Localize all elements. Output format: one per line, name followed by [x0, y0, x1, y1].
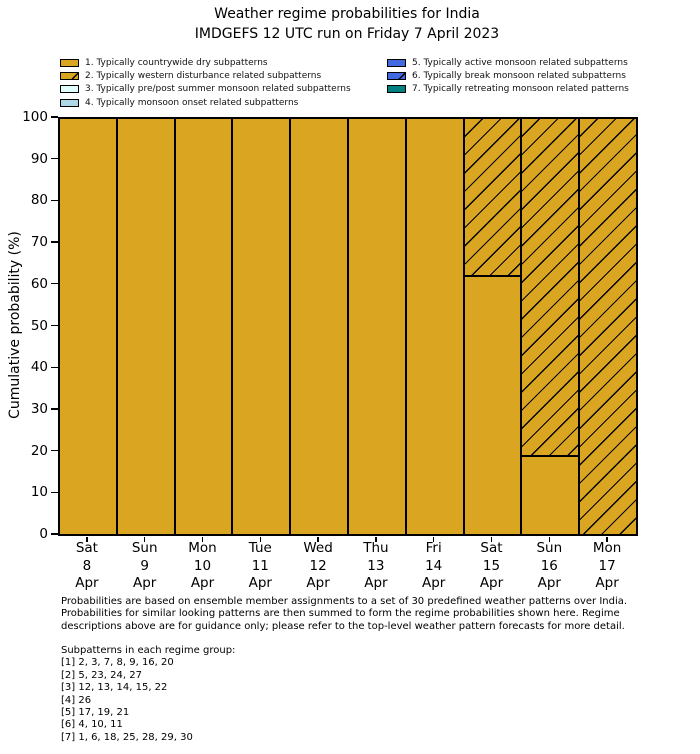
bar-segment — [175, 118, 232, 535]
x-tick-label-line: Sun — [131, 540, 158, 556]
legend-column-left — [60, 56, 351, 110]
legend-item-label: 6. Typically break monsoon related subpatterns — [412, 71, 626, 82]
subpatterns-list — [61, 645, 235, 744]
y-tick-label: 80 — [30, 192, 48, 209]
x-tick-label-line: 15 — [482, 557, 501, 574]
x-tick-label-line: Mon — [188, 540, 217, 556]
x-tick-label-line: Wed — [303, 540, 333, 556]
legend-item — [60, 69, 351, 82]
x-tick-label — [520, 540, 578, 593]
x-tick-label — [289, 540, 347, 593]
x-tick-label-line: Sat — [480, 540, 503, 556]
x-tick-label-line: Apr — [364, 575, 388, 591]
subpatterns-lines — [61, 657, 235, 744]
x-tick-label-line: 11 — [251, 557, 269, 574]
x-tick-label — [347, 540, 405, 593]
chart-title-line2: IMDGEFS 12 UTC run on Friday 7 April 2023 — [194, 26, 500, 42]
x-tick-label-line: 14 — [425, 557, 443, 574]
x-tick-label-line: Apr — [422, 575, 446, 591]
y-tick-mark — [51, 158, 58, 159]
x-tick-label-line: Apr — [133, 575, 157, 591]
bar-segment — [117, 118, 175, 535]
bar-segment — [579, 118, 637, 535]
x-tick-label-line: Mon — [592, 540, 622, 556]
legend-item-label: 3. Typically pre/post summer monsoon related subpatterns — [85, 84, 351, 95]
bar-segment — [348, 118, 406, 535]
bar-segment — [464, 276, 521, 535]
y-tick-label: 90 — [30, 150, 48, 167]
x-tick-label — [116, 540, 174, 593]
footnote-line: descriptions above are for guidance only; please refer to the top-level weather pattern forecasts for more detail. — [61, 620, 625, 632]
y-tick-mark — [51, 533, 58, 534]
subpattern-line: [2] 5, 23, 24, 27 — [61, 669, 142, 681]
legend-item-label: 4. Typically monsoon onset related subpatterns — [85, 97, 299, 108]
bar-segment — [232, 118, 290, 535]
subpattern-line: [4] 26 — [61, 694, 92, 706]
x-tick-label-line: Apr — [190, 575, 215, 591]
legend-item-label: 7. Typically retreating monsoon related patterns — [412, 84, 629, 95]
y-tick-label: 20 — [30, 442, 48, 459]
footnote-line: Probabilities are based on ensemble member assignments to a set of 30 predefined weather patterns over India. — [61, 596, 628, 607]
legend-item — [387, 56, 629, 69]
x-tick-label — [463, 540, 521, 593]
y-tick-mark — [51, 325, 58, 326]
legend-column-right — [387, 56, 629, 96]
y-tick-mark — [51, 283, 58, 284]
x-tick-label-line: Apr — [479, 575, 504, 591]
legend-swatch — [60, 85, 79, 93]
y-tick-mark — [51, 408, 58, 409]
legend-item — [60, 56, 351, 69]
legend-swatch — [60, 59, 79, 67]
bar-segment — [59, 118, 117, 535]
x-tick-label — [174, 540, 232, 593]
x-tick-label-line: 16 — [540, 557, 558, 574]
bar-segment — [406, 118, 464, 535]
x-tick-label-line: 9 — [140, 557, 149, 574]
y-tick-label: 40 — [30, 359, 48, 376]
y-tick-mark — [51, 116, 58, 117]
bar-segment — [464, 118, 521, 276]
y-tick-mark — [51, 492, 58, 493]
x-tick-label — [231, 540, 289, 593]
x-tick-label-line: Thu — [363, 540, 389, 556]
x-tick-label-line: Apr — [537, 575, 561, 591]
x-tick-label-line: Sun — [536, 540, 563, 556]
x-tick-label-line: Tue — [248, 540, 272, 556]
y-tick-mark — [51, 241, 58, 242]
plot-area — [58, 117, 638, 536]
subpattern-line: [3] 12, 13, 14, 15, 22 — [61, 682, 168, 694]
x-tick-label — [578, 540, 636, 593]
legend-swatch — [387, 59, 406, 67]
y-tick-label: 0 — [39, 526, 48, 542]
chart-title — [58, 4, 636, 44]
footnote-text — [61, 596, 627, 633]
legend-item — [387, 83, 629, 96]
chart-title-line1: Weather regime probabilities for India — [214, 6, 480, 22]
legend-swatch — [60, 99, 79, 107]
y-tick-mark — [51, 367, 58, 368]
subpattern-line: [5] 17, 19, 21 — [61, 707, 130, 719]
x-tick-label-line: 12 — [309, 557, 327, 574]
bar-segment — [521, 118, 579, 456]
x-tick-label-line: 17 — [598, 557, 616, 574]
bar-segment — [290, 118, 348, 535]
y-tick-label: 60 — [30, 275, 48, 292]
x-tick-label-line: Fri — [425, 540, 442, 556]
x-tick-label-line: 8 — [82, 557, 92, 574]
y-tick-label: 30 — [30, 400, 48, 417]
legend-item — [60, 83, 351, 96]
x-tick-label-line: Apr — [306, 575, 330, 591]
y-axis-label: Cumulative probability (%) — [7, 231, 23, 419]
bar-segment — [521, 456, 579, 535]
legend-item — [387, 69, 629, 82]
legend-item — [60, 96, 351, 109]
y-tick-mark — [51, 200, 58, 201]
subpattern-line: [7] 1, 6, 18, 25, 28, 29, 30 — [61, 731, 193, 743]
y-tick-label: 10 — [30, 484, 48, 501]
subpattern-line: [6] 4, 10, 11 — [61, 719, 123, 731]
subpattern-line: [1] 2, 3, 7, 8, 9, 16, 20 — [61, 657, 174, 669]
legend-item-label: 2. Typically western disturbance related subpatterns — [85, 71, 322, 82]
subpatterns-heading: Subpatterns in each regime group: — [61, 645, 236, 656]
x-tick-label — [405, 540, 463, 593]
x-tick-label-line: 13 — [367, 557, 385, 574]
y-tick-label: 50 — [30, 317, 48, 334]
y-tick-label: 100 — [22, 109, 48, 125]
footnote-line: Probabilities for similar looking patterns are then summed to form the regime probabilities shown here. Regime — [61, 608, 620, 620]
x-tick-label-line: 10 — [193, 557, 212, 574]
legend-swatch — [387, 85, 406, 93]
y-tick-label: 70 — [30, 234, 48, 251]
legend-swatch — [387, 72, 406, 80]
x-tick-label-line: Apr — [248, 575, 272, 591]
legend-item-label: 5. Typically active monsoon related subpatterns — [412, 57, 628, 68]
x-tick-label-line: Sat — [75, 540, 98, 556]
x-tick-label-line: Apr — [595, 575, 619, 591]
x-tick-label — [58, 540, 116, 593]
y-tick-mark — [51, 450, 58, 451]
legend-item-label: 1. Typically countrywide dry subpatterns — [85, 57, 268, 68]
legend-swatch — [60, 72, 79, 80]
x-tick-label-line: Apr — [75, 575, 99, 591]
